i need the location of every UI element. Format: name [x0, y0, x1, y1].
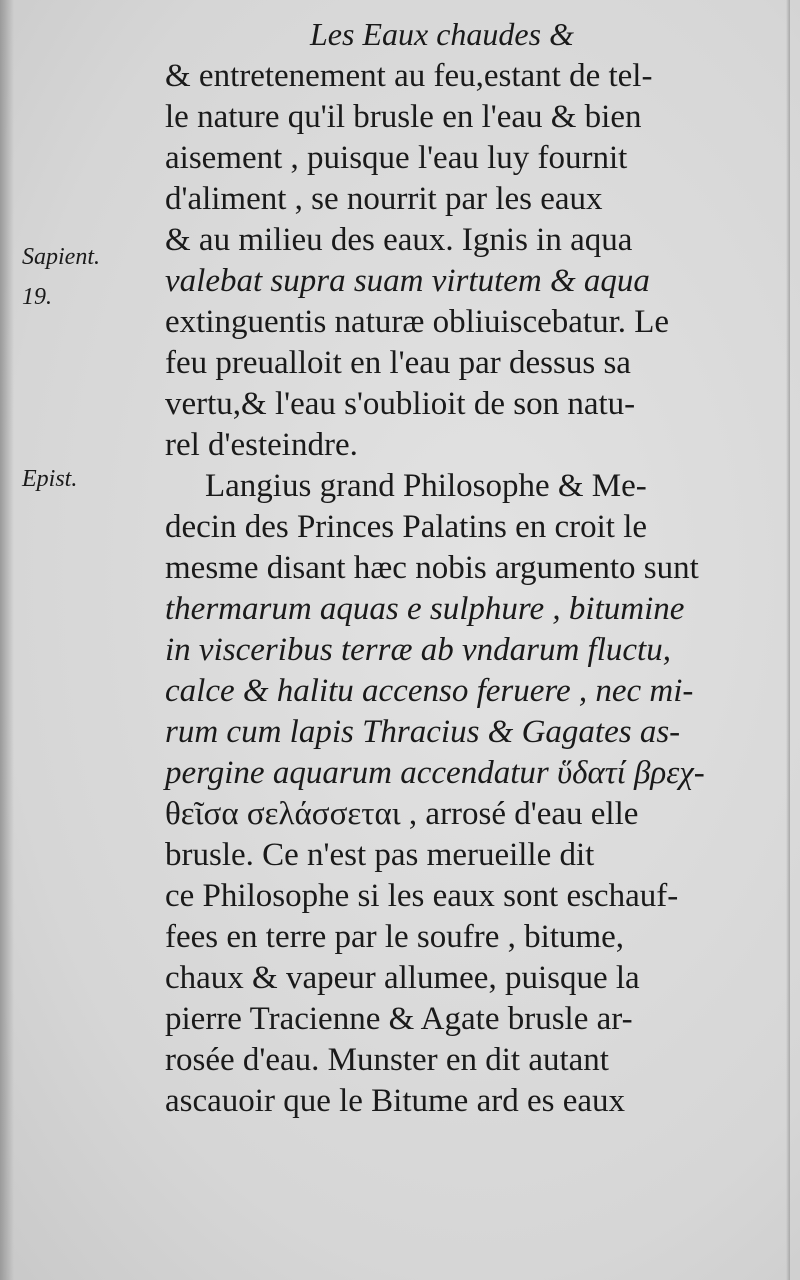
text-line: brusle. Ce n'est pas merueille dit: [165, 837, 595, 873]
text-line: d'aliment , se nourrit par les eaux: [165, 181, 603, 217]
text-line: & entretenement au feu,estant de tel-: [165, 58, 653, 94]
text-line: thermarum aquas e sulphure , bitumine: [165, 591, 685, 627]
text-line: valebat supra suam virtutem & aqua: [165, 263, 650, 299]
text-line: fees en terre par le soufre , bitume,: [165, 919, 625, 955]
text-line: mesme disant hæc nobis argumento sunt: [165, 550, 699, 586]
margin-note-epist: Epist.: [22, 466, 78, 492]
body-text: [165, 56, 785, 1122]
text-line: & au milieu des eaux. Ignis in aqua: [165, 222, 633, 258]
text-line: feu preualloit en l'eau par dessus sa: [165, 345, 631, 381]
running-head: Les Eaux chaudes &: [310, 16, 574, 52]
text-line: rosée d'eau. Munster en dit autant: [165, 1042, 609, 1078]
text-line: le nature qu'il brusle en l'eau & bien: [165, 99, 642, 135]
text-line: calce & halitu accenso feruere , nec mi-: [165, 673, 694, 709]
text-line: chaux & vapeur allumee, puisque la: [165, 960, 640, 996]
text-line: ascauoir que le Bitume ard es eaux: [165, 1083, 625, 1119]
margin-note-sapient: Sapient.: [22, 244, 100, 270]
text-line: vertu,& l'eau s'oublioit de son natu-: [165, 386, 636, 422]
text-line: rel d'esteindre.: [165, 427, 358, 463]
text-line: ce Philosophe si les eaux sont eschauf-: [165, 878, 679, 914]
text-line: aisement , puisque l'eau luy fournit: [165, 140, 628, 176]
text-line: rum cum lapis Thracius & Gagates as-: [165, 714, 681, 750]
text-line: pergine aquarum accendatur ὕδατί βρεχ-: [165, 755, 705, 791]
text-line: decin des Princes Palatins en croit le: [165, 509, 648, 545]
gutter-shadow: [0, 0, 14, 1280]
text-line: Langius grand Philosophe & Me-: [205, 468, 647, 504]
margin-note-sapient-number: 19.: [22, 284, 52, 310]
text-line: extinguentis naturæ obliuiscebatur. Le: [165, 304, 670, 340]
text-line: θεῖσα σελάσσεται , arrosé d'eau elle: [165, 796, 639, 832]
text-line: in visceribus terræ ab vndarum fluctu,: [165, 632, 671, 668]
page-edge-shadow: [786, 0, 790, 1280]
text-line: pierre Tracienne & Agate brusle ar-: [165, 1001, 633, 1037]
